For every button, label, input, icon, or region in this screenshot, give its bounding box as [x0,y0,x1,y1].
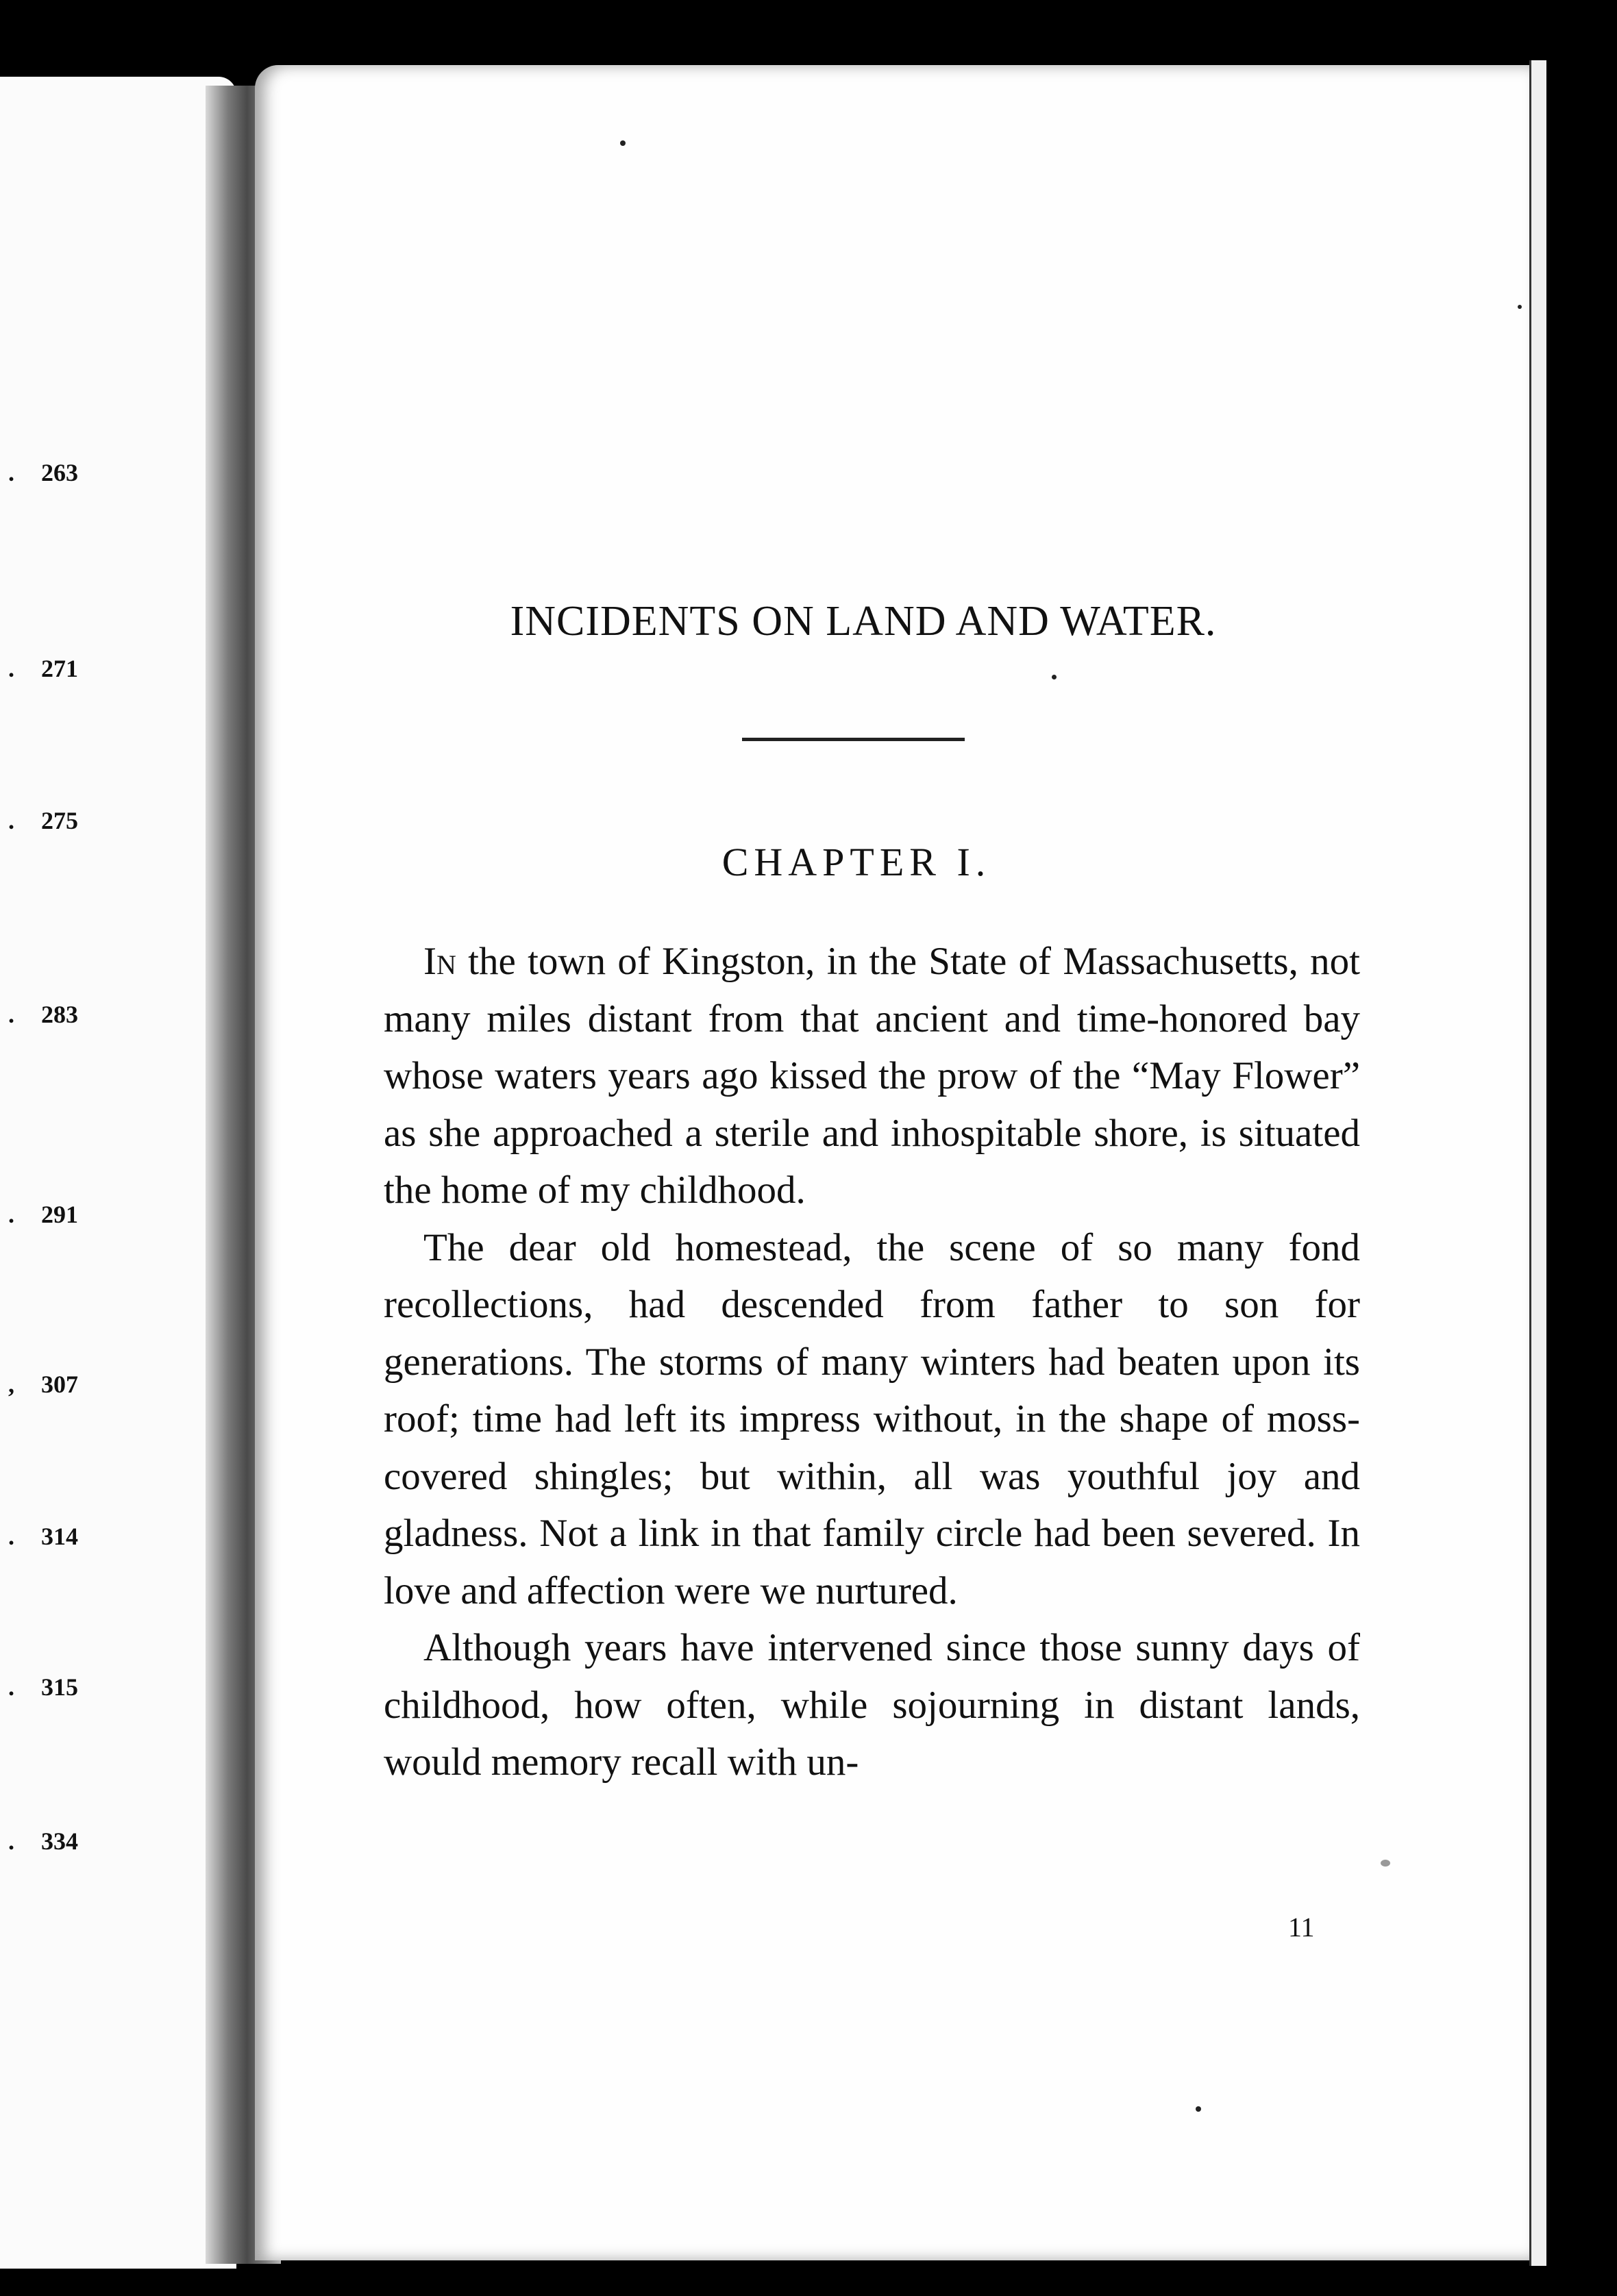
title-rule [742,738,965,741]
toc-page-number: . 275 [8,807,78,834]
left-page [0,77,236,2269]
paragraph: The dear old homestead, the scene of so many fond recollections, had descended from father to son for generations. The storms of many winters had beaten upon its roof; time had left its impress without, in the shape of moss-covered shingles; but within, all was youthful joy and gladness. Not a link in that family circle had been severed. In love and affection were we nurtured. [384,1225,1360,1612]
page-edge [1529,60,1546,2266]
toc-page-number: . 334 [8,1827,78,1855]
toc-page-number: . 271 [8,655,78,682]
toc-page-number: . 314 [8,1523,78,1550]
paragraph: In the town of Kingston, in the State of Massachusetts, not many miles distant from that ancient and time-honored bay whose waters years ago kissed the prow of the “May Flower” as she approached a sterile and inhospitable shore, is situated the home of my childhood. [384,940,1360,1212]
paragraph: Although years have intervened since those sunny days of childhood, how often, while sojourning in distant lands, would memory recall with un- [384,1626,1360,1784]
chapter-heading: CHAPTER I. [721,840,991,884]
running-title: INCIDENTS ON LAND AND WATER. [510,598,1217,645]
speck [1196,2106,1201,2112]
speck [1518,305,1522,309]
toc-page-number: . 315 [8,1673,78,1701]
chapter-body [384,933,1360,1791]
toc-page-number: . 263 [8,459,78,486]
toc-page-number: , 307 [8,1371,78,1398]
speck [1381,1860,1390,1867]
toc-page-number: . 283 [8,1001,78,1028]
speck [1052,675,1057,679]
paragraph-lead-in: In [423,940,456,983]
toc-page-number: . 291 [8,1201,78,1228]
page-number: 11 [1288,1912,1315,1943]
speck [620,140,626,146]
